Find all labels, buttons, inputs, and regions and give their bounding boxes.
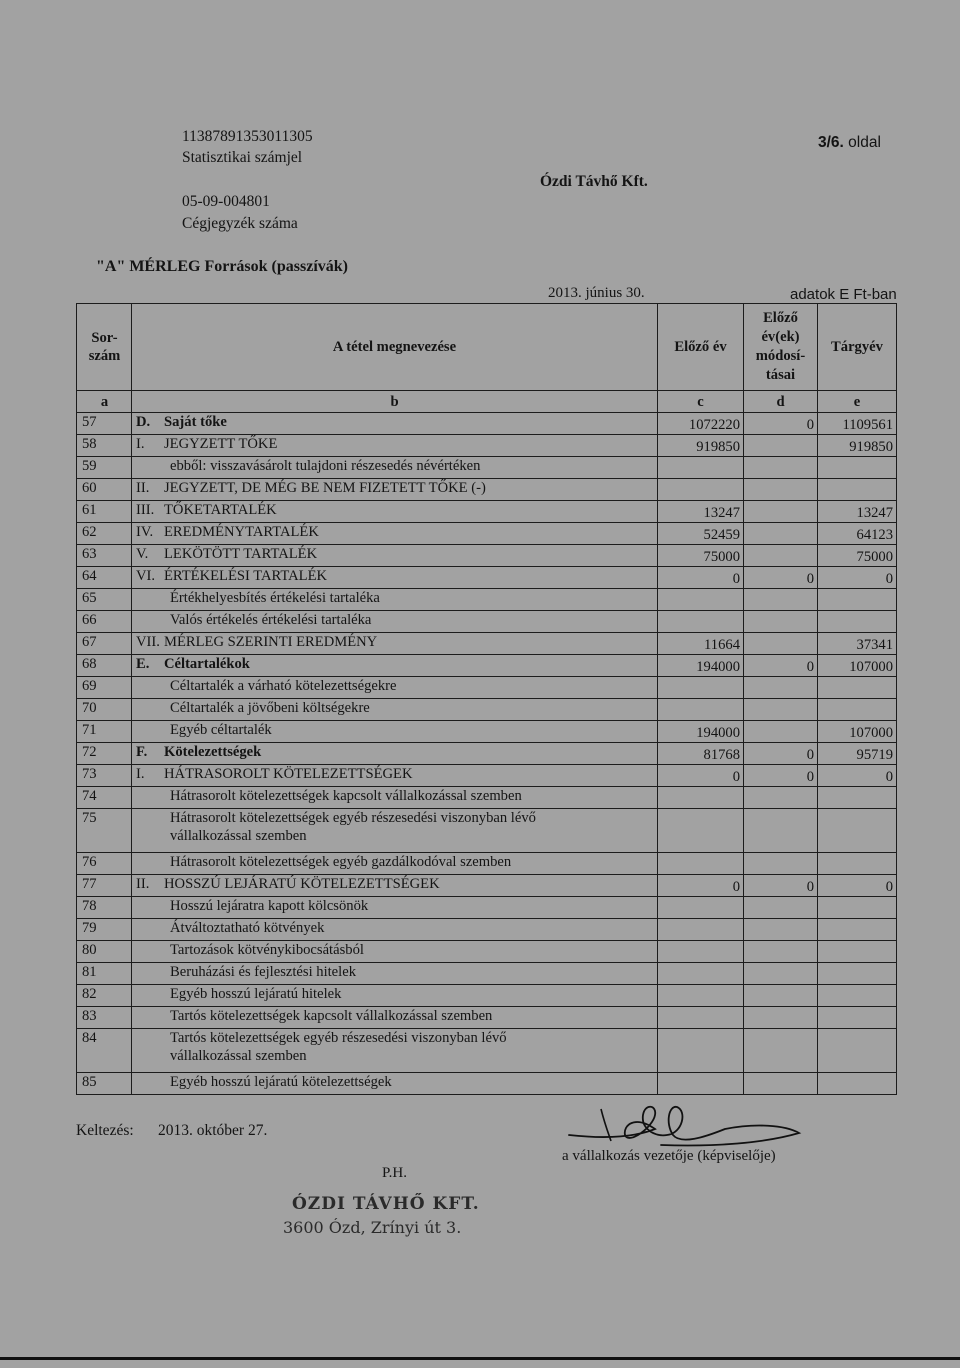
value-prev [658,677,744,699]
row-number: 66 [77,611,132,633]
row-label: Saját tőke [164,414,227,430]
row-label: LEKÖTÖTT TARTALÉK [164,546,318,562]
value-curr [818,897,897,919]
row-label: Céltartalékok [164,656,250,672]
row-label-cell [132,611,658,633]
row-label: Átváltoztatható kötvények [170,920,325,936]
value-mod [744,545,818,567]
row-label: ÉRTÉKELÉSI TARTALÉK [164,568,328,584]
row-number: 67 [77,633,132,655]
row-label: Tartós kötelezettségek kapcsolt vállalkozással szemben [170,1008,493,1024]
row-number: 59 [77,457,132,479]
row-number: 85 [77,1073,132,1095]
value-curr: 0 [818,765,897,787]
row-number: 82 [77,985,132,1007]
value-mod [744,699,818,721]
row-label: Egyéb hosszú lejáratú hitelek [170,986,342,1002]
table-row [77,875,897,897]
value-mod [744,501,818,523]
value-mod [744,457,818,479]
row-label-cell [132,963,658,985]
table-row [77,721,897,743]
row-roman: I. [136,436,145,452]
row-label-cell [132,985,658,1007]
row-roman: III. [136,502,155,518]
value-prev [658,479,744,501]
value-mod [744,611,818,633]
row-label-cell [132,699,658,721]
row-number: 73 [77,765,132,787]
value-prev: 1072220 [658,413,744,435]
value-curr [818,589,897,611]
row-label-cell [132,523,658,545]
value-curr [818,1073,897,1095]
row-number: 70 [77,699,132,721]
table-row [77,457,897,479]
row-label: Hátrasorolt kötelezettségek egyéb részesedési viszonyban lévő vállalkozással szemben [170,810,536,844]
table-row [77,611,897,633]
value-curr [818,479,897,501]
col-letter-b: b [132,391,658,413]
row-number: 68 [77,655,132,677]
value-prev: 194000 [658,721,744,743]
page-title: "A" MÉRLEG Források (passzívák) [96,258,348,275]
value-mod: 0 [744,413,818,435]
row-label-cell [132,787,658,809]
value-prev: 11664 [658,633,744,655]
row-label-cell [132,721,658,743]
row-label: Hátrasorolt kötelezettségek kapcsolt vállalkozással szemben [170,788,522,804]
value-prev [658,809,744,853]
value-prev [658,457,744,479]
value-curr: 0 [818,875,897,897]
reg-number: 05-09-004801 [182,193,270,210]
value-mod: 0 [744,655,818,677]
row-label-cell [132,633,658,655]
value-mod [744,721,818,743]
row-roman: IV. [136,524,154,540]
row-roman: V. [136,546,149,562]
value-curr: 0 [818,567,897,589]
value-mod [744,677,818,699]
row-label-cell [132,765,658,787]
value-curr: 95719 [818,743,897,765]
row-label: Kötelezettségek [164,744,262,760]
row-label: JEGYZETT, DE MÉG BE NEM FIZETETT TŐKE (-) [164,480,486,496]
table-row [77,743,897,765]
value-curr [818,457,897,479]
table-row [77,765,897,787]
table-row [77,985,897,1007]
stamp-line-2: 3600 Ózd, Zrínyi út 3. [283,1218,462,1237]
value-mod: 0 [744,567,818,589]
row-number: 60 [77,479,132,501]
row-number: 77 [77,875,132,897]
table-row [77,787,897,809]
value-prev: 0 [658,765,744,787]
value-prev [658,589,744,611]
value-curr [818,611,897,633]
header-row [77,304,897,391]
table-row [77,897,897,919]
signer-label: a vállalkozás vezetője (képviselője) [562,1148,776,1164]
col-letter-c: c [658,391,744,413]
row-number: 84 [77,1029,132,1073]
row-roman: F. [136,744,148,760]
col-letter-a: a [77,391,132,413]
table-row [77,1029,897,1073]
col-header-mod: Előző év(ek) módosí- tásai [744,304,818,391]
row-label: Tartozások kötvénykibocsátásból [170,942,364,958]
value-prev: 13247 [658,501,744,523]
value-prev [658,985,744,1007]
value-curr: 64123 [818,523,897,545]
row-label-cell [132,457,658,479]
row-number: 81 [77,963,132,985]
value-curr: 75000 [818,545,897,567]
table-row [77,567,897,589]
value-mod [744,1029,818,1073]
value-curr [818,677,897,699]
value-curr: 37341 [818,633,897,655]
report-date: 2013. június 30. [548,285,645,301]
unit-note: adatok E Ft-ban [790,286,897,303]
value-mod [744,919,818,941]
value-prev [658,1073,744,1095]
row-label-cell [132,897,658,919]
row-number: 71 [77,721,132,743]
row-label: Hátrasorolt kötelezettségek egyéb gazdálkodóval szemben [170,854,512,870]
value-prev: 0 [658,567,744,589]
row-label: ebből: visszavásárolt tulajdoni részesedés névértéken [170,458,481,474]
value-curr [818,985,897,1007]
value-curr: 13247 [818,501,897,523]
row-roman: VI. [136,568,156,584]
row-label-cell [132,919,658,941]
value-curr: 1109561 [818,413,897,435]
row-label: Egyéb hosszú lejáratú kötelezettségek [170,1074,392,1090]
row-roman: VII. [136,634,160,650]
col-header-prev: Előző év [658,304,744,391]
row-label-cell [132,1073,658,1095]
table-row [77,941,897,963]
row-number: 76 [77,853,132,875]
row-label-cell [132,809,658,853]
row-label-cell [132,413,658,435]
row-number: 72 [77,743,132,765]
value-prev [658,919,744,941]
value-prev: 194000 [658,655,744,677]
value-mod [744,1073,818,1095]
row-roman: II. [136,480,150,496]
table-row [77,677,897,699]
row-number: 74 [77,787,132,809]
value-curr: 107000 [818,721,897,743]
row-label-cell [132,545,658,567]
table-row [77,545,897,567]
row-number: 83 [77,1007,132,1029]
date-value: 2013. október 27. [158,1122,268,1139]
row-label-cell [132,567,658,589]
row-label: TŐKETARTALÉK [164,502,277,518]
value-curr [818,853,897,875]
value-mod [744,897,818,919]
value-curr: 107000 [818,655,897,677]
row-number: 75 [77,809,132,853]
table-row [77,963,897,985]
col-letter-d: d [744,391,818,413]
row-label: Céltartalék a várható kötelezettségekre [170,678,397,694]
row-number: 62 [77,523,132,545]
table-row [77,1007,897,1029]
table-row [77,853,897,875]
table-row [77,589,897,611]
row-label-cell [132,875,658,897]
date-label: Keltezés: [76,1122,134,1139]
row-number: 57 [77,413,132,435]
value-mod [744,633,818,655]
value-prev: 919850 [658,435,744,457]
col-header-sor: Sor- szám [77,304,132,391]
value-curr [818,809,897,853]
table-row [77,919,897,941]
value-mod: 0 [744,875,818,897]
row-label: Valós értékelés értékelési tartaléka [170,612,372,628]
value-prev [658,611,744,633]
value-curr [818,919,897,941]
row-label: Egyéb céltartalék [170,722,272,738]
page-word: oldal [848,134,881,151]
row-label: JEGYZETT TŐKE [164,436,278,452]
row-label-cell [132,501,658,523]
row-number: 80 [77,941,132,963]
value-mod [744,941,818,963]
value-prev [658,897,744,919]
signature-image [565,1095,805,1157]
col-header-name: A tétel megnevezése [132,304,658,391]
value-curr [818,941,897,963]
table-row [77,655,897,677]
value-mod [744,1007,818,1029]
row-roman: II. [136,876,150,892]
value-prev [658,963,744,985]
stat-number: 11387891353011305 [182,128,313,145]
letter-row [77,391,897,413]
row-label: Céltartalék a jövőbeni költségekre [170,700,370,716]
row-label-cell [132,853,658,875]
row-number: 61 [77,501,132,523]
value-curr [818,1029,897,1073]
value-curr [818,1007,897,1029]
page-indicator [818,134,881,152]
table-row [77,479,897,501]
row-label-cell [132,655,658,677]
row-roman: D. [136,414,151,430]
value-curr [818,787,897,809]
row-label: Hosszú lejáratra kapott kölcsönök [170,898,369,914]
value-mod [744,479,818,501]
value-prev: 0 [658,875,744,897]
value-prev: 75000 [658,545,744,567]
value-prev: 52459 [658,523,744,545]
ph-label: P.H. [382,1165,408,1181]
row-number: 69 [77,677,132,699]
value-prev [658,941,744,963]
stamp-line-1: ÓZDI TÁVHŐ KFT. [292,1194,480,1214]
value-mod [744,963,818,985]
value-mod [744,787,818,809]
row-label: Tartós kötelezettségek egyéb részesedési viszonyban lévő vállalkozással szemben [170,1030,507,1064]
table-row [77,1073,897,1095]
row-number: 58 [77,435,132,457]
table-row [77,413,897,435]
row-label-cell [132,743,658,765]
row-label-cell [132,435,658,457]
value-mod [744,589,818,611]
row-number: 79 [77,919,132,941]
company-name: Ózdi Távhő Kft. [540,173,648,190]
row-number: 64 [77,567,132,589]
stat-label: Statisztikai számjel [182,149,303,166]
table-row [77,501,897,523]
value-prev [658,787,744,809]
balance-table [76,303,897,1095]
value-mod [744,853,818,875]
value-prev [658,699,744,721]
row-label-cell [132,1007,658,1029]
reg-label: Cégjegyzék száma [182,215,298,232]
row-label-cell [132,479,658,501]
row-label-cell [132,677,658,699]
value-prev [658,1007,744,1029]
value-prev: 81768 [658,743,744,765]
row-roman: E. [136,656,150,672]
value-mod: 0 [744,743,818,765]
table-row [77,633,897,655]
row-number: 65 [77,589,132,611]
row-label: HOSSZÚ LEJÁRATÚ KÖTELEZETTSÉGEK [164,876,440,892]
value-mod [744,435,818,457]
row-label-cell [132,1029,658,1073]
table-row [77,809,897,853]
col-letter-e: e [818,391,897,413]
value-prev [658,1029,744,1073]
value-prev [658,853,744,875]
row-number: 78 [77,897,132,919]
value-curr [818,963,897,985]
table-row [77,523,897,545]
table-row [77,435,897,457]
row-label: Beruházási és fejlesztési hitelek [170,964,356,980]
row-label: MÉRLEG SZERINTI EREDMÉNY [164,634,378,650]
bottom-rule [0,1357,960,1360]
value-mod: 0 [744,765,818,787]
row-label-cell [132,589,658,611]
row-number: 63 [77,545,132,567]
row-label: Értékhelyesbítés értékelési tartaléka [170,590,380,606]
page-number: 3/6. [818,134,844,151]
value-mod [744,523,818,545]
row-roman: I. [136,766,145,782]
row-label: HÁTRASOROLT KÖTELEZETTSÉGEK [164,766,413,782]
value-mod [744,809,818,853]
value-curr [818,699,897,721]
value-curr: 919850 [818,435,897,457]
row-label-cell [132,941,658,963]
table-row [77,699,897,721]
col-header-curr: Tárgyév [818,304,897,391]
row-label: EREDMÉNYTARTALÉK [164,524,319,540]
value-mod [744,985,818,1007]
